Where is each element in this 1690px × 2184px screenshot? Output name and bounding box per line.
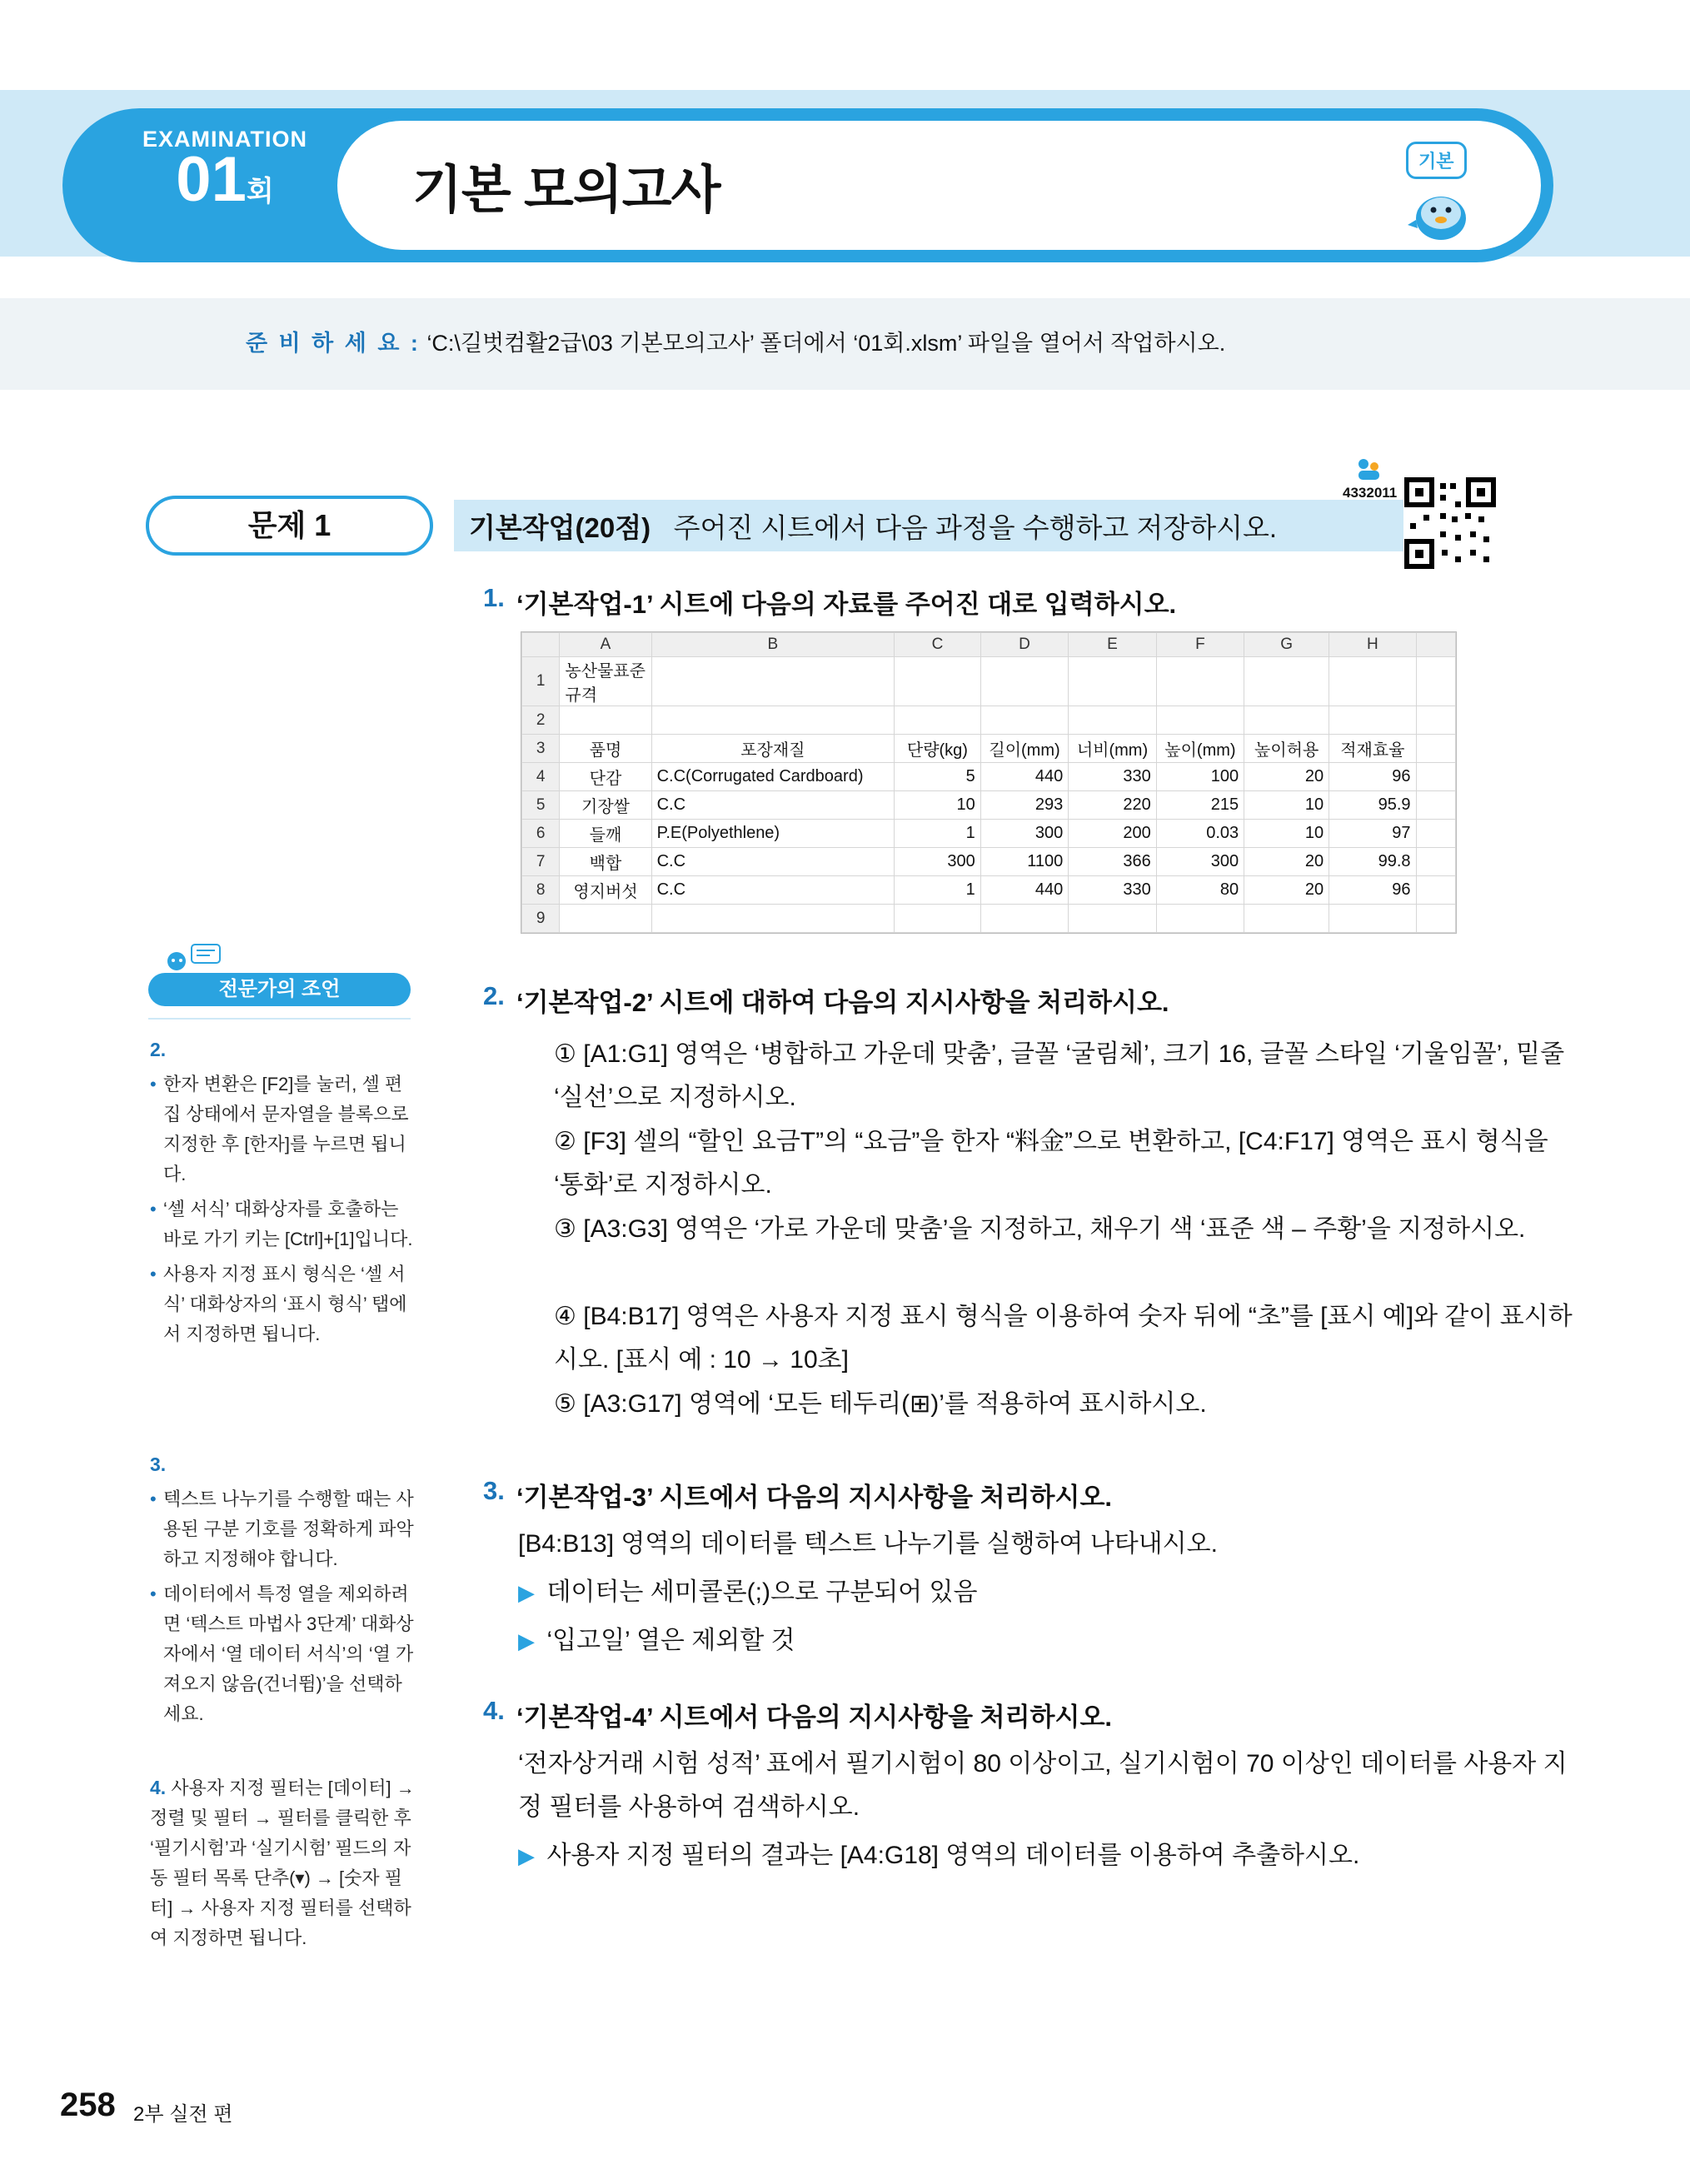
cell-A8[interactable]: 영지버섯: [560, 876, 651, 905]
col-header-F[interactable]: F: [1156, 633, 1244, 657]
exam-number: [125, 144, 325, 223]
cell-B8[interactable]: C.C: [651, 876, 894, 905]
cell-D5[interactable]: 293: [980, 791, 1068, 820]
cell-C5[interactable]: 10: [895, 791, 981, 820]
problem-pill: [146, 496, 433, 556]
cell-A1[interactable]: 농산물표준규격: [560, 657, 651, 706]
task3-bullet-2: [518, 1619, 795, 1663]
cell-F3[interactable]: 높이(mm): [1156, 735, 1244, 763]
row-header[interactable]: 1: [522, 657, 560, 706]
cell-extra-1[interactable]: [1416, 657, 1455, 706]
exam-number-suffix: 회: [246, 176, 274, 207]
qr-number: 4332011: [1343, 485, 1398, 501]
sidebar-group-2-label: 2.: [150, 1039, 167, 1060]
cell-B4[interactable]: C.C(Corrugated Cardboard): [651, 763, 894, 791]
cell-extra-3[interactable]: [1416, 735, 1455, 763]
cell-D7[interactable]: 1100: [980, 848, 1068, 876]
cell-A2[interactable]: [560, 706, 651, 735]
col-header-C[interactable]: C: [895, 633, 981, 657]
sidebar-group-3-label: 3.: [150, 1454, 167, 1475]
sidebar-group-2-item-2: • ‘셀 서식’ 대화상자를 호출하는 바로 가기 키는 [Ctrl]+[1]입니다.: [150, 1194, 416, 1254]
cell-F2[interactable]: [1156, 706, 1244, 735]
cell-B3[interactable]: 포장재질: [651, 735, 894, 763]
task3-bullet-2-text: ‘입고일’ 열은 제외할 것: [546, 1627, 795, 1654]
cell-C1[interactable]: [895, 657, 981, 706]
cell-C6[interactable]: 1: [895, 820, 981, 848]
cell-F6[interactable]: 0.03: [1156, 820, 1244, 848]
cell-H2[interactable]: [1329, 706, 1416, 735]
col-header-E[interactable]: E: [1069, 633, 1156, 657]
cell-G4[interactable]: 20: [1244, 763, 1329, 791]
cell-E3[interactable]: 너비(mm): [1069, 735, 1156, 763]
col-header-B[interactable]: B: [651, 633, 894, 657]
exam-label: EXAMINATION: [142, 127, 307, 152]
cell-C9[interactable]: [895, 905, 981, 933]
task2-number: 2.: [483, 981, 505, 1010]
bullet-arrow-icon: ▶: [518, 1580, 535, 1605]
cell-G8[interactable]: 20: [1244, 876, 1329, 905]
footer-section: 2부 실전 편: [133, 2103, 233, 2126]
qr-code-icon[interactable]: [1403, 476, 1497, 570]
table-row: [522, 706, 1456, 735]
task3-bullet-1-text: 데이터는 세미콜론(;)으로 구분되어 있음: [546, 1578, 978, 1606]
bullet-arrow-icon: ▶: [518, 1628, 535, 1653]
cell-A5[interactable]: 기장쌀: [560, 791, 651, 820]
cell-A4[interactable]: 단감: [560, 763, 651, 791]
cell-extra-6[interactable]: [1416, 820, 1455, 848]
col-header-extra: [1416, 633, 1455, 657]
sidebar-group-3-item-1: • 텍스트 나누기를 수행할 때는 사용된 구분 기호를 정확하게 파악하고 지정해야 합니다.: [150, 1484, 416, 1574]
row-header[interactable]: 5: [522, 791, 560, 820]
cell-F8[interactable]: 80: [1156, 876, 1244, 905]
cell-extra-4[interactable]: [1416, 763, 1455, 791]
cell-G6[interactable]: 10: [1244, 820, 1329, 848]
cell-G9[interactable]: [1244, 905, 1329, 933]
prep-value: ‘C:\길벗컴활2급\03 기본모의고사’ 폴더에서 ‘01회.xlsm’ 파일을 열어서 작업하시오.: [426, 331, 1226, 356]
sidebar-group-3: [150, 1449, 416, 1729]
cell-C3[interactable]: 단량(kg): [895, 735, 981, 763]
sidebar-divider: [148, 1018, 411, 1020]
cell-H4[interactable]: 96: [1329, 763, 1416, 791]
cell-H5[interactable]: 95.9: [1329, 791, 1416, 820]
task2-item-5: ⑤ [A3:G17] 영역에 ‘모든 테두리(⊞)’를 적용하여 표시하시오.: [554, 1390, 1207, 1418]
cell-H3[interactable]: 적재효율: [1329, 735, 1416, 763]
problem-pill-label: 문제 1: [247, 508, 332, 542]
cell-extra-9[interactable]: [1416, 905, 1455, 933]
table-row: [522, 905, 1456, 933]
cell-D9[interactable]: [980, 905, 1068, 933]
bullet-arrow-icon: ▶: [518, 1843, 535, 1868]
table-row: [522, 735, 1456, 763]
task2-item-2: ② [F3] 셀의 “할인 요금T”의 “요금”을 한자 “料金”으로 변환하고, [C4:F17] 영역은 표시 형식을 ‘통화’로 지정하시오.: [554, 1128, 1548, 1199]
page-number: 258: [60, 2087, 116, 2123]
cell-H8[interactable]: 96: [1329, 876, 1416, 905]
cell-D6[interactable]: 300: [980, 820, 1068, 848]
cell-D4[interactable]: 440: [980, 763, 1068, 791]
row-header[interactable]: 3: [522, 735, 560, 763]
problem-title: 기본작업(20점): [469, 512, 651, 543]
row-header[interactable]: 2: [522, 706, 560, 735]
cell-D3[interactable]: 길이(mm): [980, 735, 1068, 763]
video-icon: [1353, 456, 1383, 481]
cell-F4[interactable]: 100: [1156, 763, 1244, 791]
table-row: [522, 848, 1456, 876]
cell-G1[interactable]: [1244, 657, 1329, 706]
task4-title: ‘기본작업-4’ 시트에서 다음의 지시사항을 처리하시오.: [516, 1703, 1113, 1732]
task3-bullet-1: [518, 1571, 978, 1614]
sidebar-group-4-label: 4.: [150, 1777, 167, 1798]
row-header[interactable]: 7: [522, 848, 560, 876]
problem-desc: 주어진 시트에서 다음 과정을 수행하고 저장하시오.: [673, 512, 1278, 543]
expert-advice-header: [148, 973, 411, 1006]
cell-G3[interactable]: 높이허용: [1244, 735, 1329, 763]
cell-E2[interactable]: [1069, 706, 1156, 735]
cell-A9[interactable]: [560, 905, 651, 933]
sidebar-group-2-item-3: • 사용자 지정 표시 형식은 ‘셀 서식’ 대화상자의 ‘표시 형식’ 탭에서 지정하면 됩니다.: [150, 1259, 416, 1349]
row-header[interactable]: 6: [522, 820, 560, 848]
task4-bullet-1-text: 사용자 지정 필터의 결과는 [A4:G18] 영역의 데이터를 이용하여 추출하시오.: [546, 1842, 1360, 1869]
row-header[interactable]: 9: [522, 905, 560, 933]
task2-item-3: ③ [A3:G3] 영역은 ‘가로 가운데 맞춤’을 지정하고, 채우기 색 ‘표준 색 – 주황’을 지정하시오.: [554, 1215, 1526, 1243]
cell-G5[interactable]: 10: [1244, 791, 1329, 820]
task4-bullet-1: [518, 1834, 1360, 1877]
task4-number: 4.: [483, 1696, 505, 1725]
sidebar-group-2-item-1: • 한자 변환은 [F2]를 눌러, 셀 편집 상태에서 문자열을 블록으로 지정한 후 [한자]를 누르면 됩니다.: [150, 1070, 416, 1189]
mascot-badge: 기본: [1406, 142, 1467, 179]
cell-C8[interactable]: 1: [895, 876, 981, 905]
cell-H9[interactable]: [1329, 905, 1416, 933]
spreadsheet[interactable]: [521, 631, 1457, 934]
task2-item-1: ① [A1:G1] 영역은 ‘병합하고 가운데 맞춤’, 글꼴 ‘굴림체’, 크기 16, 글꼴 스타일 ‘기울임꼴’, 밑줄 ‘실선’으로 지정하시오.: [554, 1040, 1565, 1111]
row-header[interactable]: 8: [522, 876, 560, 905]
task1-number: 1.: [483, 583, 505, 612]
table-row: [522, 763, 1456, 791]
cell-A7[interactable]: 백합: [560, 848, 651, 876]
task3-title: ‘기본작업-3’ 시트에서 다음의 지시사항을 처리하시오.: [516, 1483, 1113, 1512]
sidebar-group-2: [150, 1035, 416, 1349]
sidebar-group-4-text-wrap: [150, 1773, 416, 1953]
task3-number: 3.: [483, 1476, 505, 1505]
task1-title: ‘기본작업-1’ 시트에 다음의 자료를 주어진 대로 입력하시오.: [516, 590, 1177, 619]
cell-B5[interactable]: C.C: [651, 791, 894, 820]
cell-H6[interactable]: 97: [1329, 820, 1416, 848]
cell-D1[interactable]: [980, 657, 1068, 706]
prep-label: 준 비 하 세 요 :: [246, 331, 421, 356]
cell-E9[interactable]: [1069, 905, 1156, 933]
cell-extra-8[interactable]: [1416, 876, 1455, 905]
cell-D8[interactable]: 440: [980, 876, 1068, 905]
cell-F1[interactable]: [1156, 657, 1244, 706]
cell-H1[interactable]: [1329, 657, 1416, 706]
cell-G2[interactable]: [1244, 706, 1329, 735]
task3-line: [B4:B13] 영역의 데이터를 텍스트 나누기를 실행하여 나타내시오.: [518, 1530, 1218, 1558]
spreadsheet-table: [521, 632, 1456, 933]
col-header-G[interactable]: G: [1244, 633, 1329, 657]
sidebar-group-3-item-2: • 데이터에서 특정 열을 제외하려면 ‘텍스트 마법사 3단계’ 대화상자에서 ‘열 데이터 서식’의 ‘열 가져오지 않음(건너뜀)’을 선택하세요.: [150, 1579, 416, 1729]
col-header-D[interactable]: D: [980, 633, 1068, 657]
cell-E6[interactable]: 200: [1069, 820, 1156, 848]
exam-number-value: 01: [176, 144, 247, 215]
cell-C7[interactable]: 300: [895, 848, 981, 876]
mascot-icon: [1406, 177, 1477, 242]
cell-A3[interactable]: 품명: [560, 735, 651, 763]
column-header-row: [522, 633, 1456, 657]
cell-F9[interactable]: [1156, 905, 1244, 933]
cell-E1[interactable]: [1069, 657, 1156, 706]
cell-B6[interactable]: P.E(Polyethlene): [651, 820, 894, 848]
cell-B2[interactable]: [651, 706, 894, 735]
cell-A6[interactable]: 들깨: [560, 820, 651, 848]
cell-C2[interactable]: [895, 706, 981, 735]
cell-F7[interactable]: 300: [1156, 848, 1244, 876]
row-header[interactable]: 4: [522, 763, 560, 791]
problem-bar-text: [469, 506, 1277, 546]
table-row: [522, 791, 1456, 820]
page-title: 기본 모의고사: [412, 162, 720, 219]
table-row: [522, 657, 1456, 706]
cell-C4[interactable]: 5: [895, 763, 981, 791]
col-header-H[interactable]: H: [1329, 633, 1416, 657]
cell-B7[interactable]: C.C: [651, 848, 894, 876]
cell-B9[interactable]: [651, 905, 894, 933]
prep-line: [246, 325, 1225, 357]
expert-advice-title: 전문가의 조언: [218, 978, 341, 1000]
table-row: [522, 820, 1456, 848]
cell-extra-5[interactable]: [1416, 791, 1455, 820]
col-header-A[interactable]: A: [560, 633, 651, 657]
sheet-corner[interactable]: [522, 633, 560, 657]
cell-E8[interactable]: 330: [1069, 876, 1156, 905]
table-row: [522, 876, 1456, 905]
cell-E4[interactable]: 330: [1069, 763, 1156, 791]
cell-D2[interactable]: [980, 706, 1068, 735]
task4-line: ‘전자상거래 시험 성적’ 표에서 필기시험이 80 이상이고, 실기시험이 70 이상인 데이터를 사용자 지정 필터를 사용하여 검색하시오.: [518, 1750, 1568, 1821]
cell-E5[interactable]: 220: [1069, 791, 1156, 820]
cell-B1[interactable]: [651, 657, 894, 706]
sidebar-group-4: [150, 1773, 416, 1953]
cell-extra-7[interactable]: [1416, 848, 1455, 876]
cell-extra-2[interactable]: [1416, 706, 1455, 735]
task2-item-4: ④ [B4:B17] 영역은 사용자 지정 표시 형식을 이용하여 숫자 뒤에 “초”를 [표시 예]와 같이 표시하시오. [표시 예 : 10 → 10초]: [554, 1303, 1573, 1374]
cell-H7[interactable]: 99.8: [1329, 848, 1416, 876]
cell-G7[interactable]: 20: [1244, 848, 1329, 876]
cell-F5[interactable]: 215: [1156, 791, 1244, 820]
task2-title: ‘기본작업-2’ 시트에 대하여 다음의 지시사항을 처리하시오.: [516, 988, 1169, 1017]
cell-E7[interactable]: 366: [1069, 848, 1156, 876]
sidebar-group-4-text: 사용자 지정 필터는 [데이터] → 정렬 및 필터 → 필터를 클릭한 후 ‘필기시험’과 ‘실기시험’ 필드의 자동 필터 목록 단추(▾) → [숫자 필터] → 사용자 지정 필터를 선택하여 지정하면 됩니다.: [150, 1778, 415, 1948]
